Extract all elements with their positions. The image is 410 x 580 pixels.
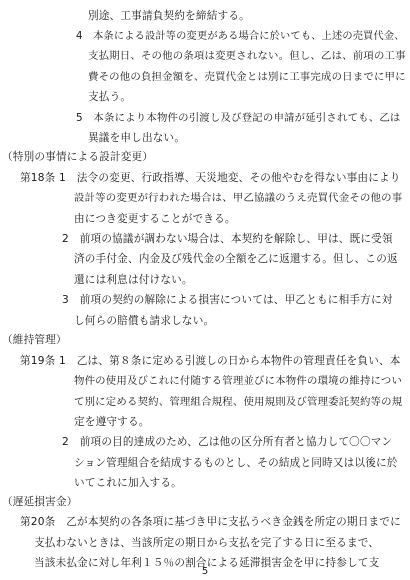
text-line: 第20条 乙が本契約の各条項に基づき甲に支払うべき金銭を所定の期日までに [20,516,401,528]
text-line: 設計等の変更が行われた場合は、甲乙協議のうえ売買代金その他の事 [74,192,403,204]
text-line: 3 前項の契約の解除による損害については、甲乙ともに相手方に対 [62,294,393,306]
text-line: て別に定める契約、管理組合規程、使用規則及び管理委託契約等の規 [74,396,403,408]
text-line: ション管理組合を結成するものとし、その結成と同時又は以後に於 [74,457,398,469]
text-line: 第18条 1 法令の変更、行政指導、天災地変、その他やむを得ない事由により [20,172,401,184]
text-line: いてこれに加入する。 [74,477,182,489]
section-heading: （維持管理） [2,334,67,346]
text-line: 2 前項の目的達成のため、乙は他の区分所有者と協力して〇〇マン [62,436,393,448]
text-line: 済の手付金、内金及び残代金の全額を乙に返還する。但し、この返 [74,253,398,265]
page-number: 5 [201,566,209,577]
text-line: 4 本条による設計等の変更がある場合に於いても、上述の売買代金、 [76,31,405,42]
text-line: 物件の使用及びこれに付随する管理並びに本物件の環境の維持につい [74,375,403,387]
text-line: 当該未払金に対し年利１５％の割合による延滞損害金を甲に持参して支 [34,557,380,569]
text-line: 支払期日、その他の条項は変更されない。但し、乙は、前項の工事 [88,50,406,62]
text-line: 5 本条により本物件の引渡し及び登記の申請が延引されても、乙は [76,112,401,124]
text-line: 由につき変更することができる。 [74,213,236,225]
section-heading: （特別の事情による設計変更） [2,151,154,163]
text-line: 定を遵守する。 [74,416,150,428]
text-line: 第19条 1 乙は、第８条に定める引渡しの日から本物件の管理責任を負い、本 [20,355,401,367]
text-line: し何らの賠償も請求しない。 [74,315,215,327]
text-line: 異議を申し出ない。 [88,132,186,144]
section-heading: （遅延損害金） [2,496,78,508]
text-line: 支払う。 [88,91,132,103]
text-line: 別途、工事請負契約を締結する。 [88,10,250,22]
text-line: 還には利息は付けない。 [74,274,193,286]
text-line: 2 前項の協議が調わない場合は、本契約を解除し、甲は、既に受領 [62,233,393,245]
text-line: 支払わないときは、当該所定の期日から支払を完了する日に至るまで、 [34,537,380,549]
text-line: 費その他の負担金額を、売買代金とは別に工事完成の日までに甲に [88,71,406,83]
